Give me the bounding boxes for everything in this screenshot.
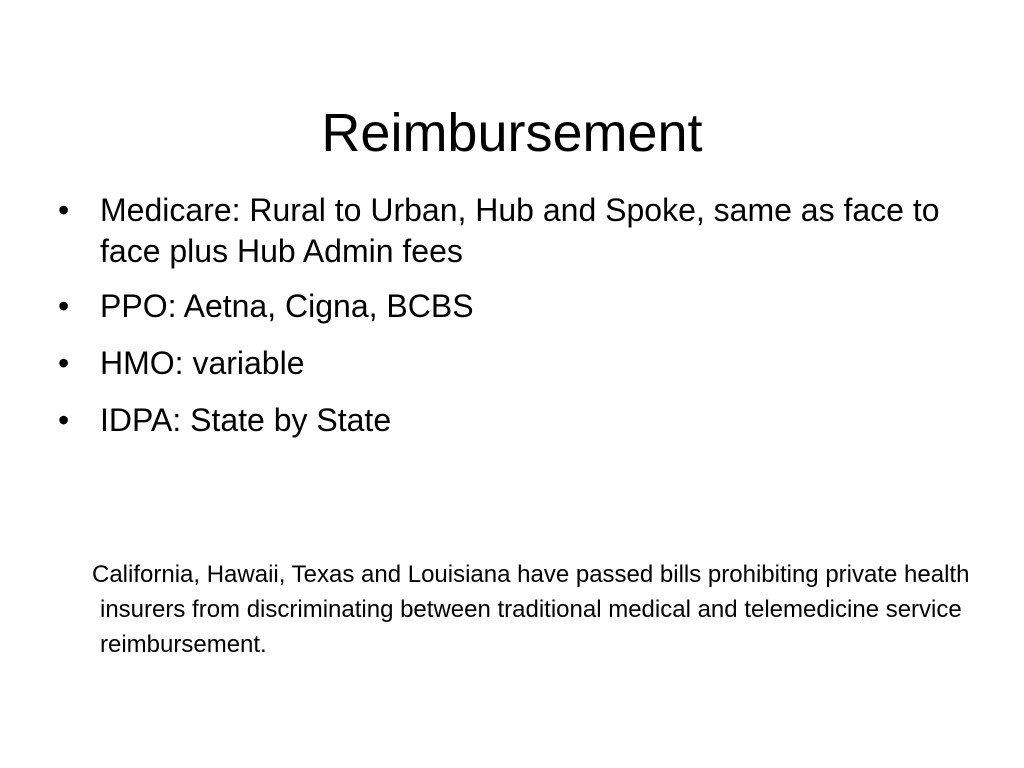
bullet-text: PPO: Aetna, Cigna, BCBS bbox=[100, 288, 474, 324]
bullet-item-medicare bbox=[58, 190, 978, 272]
bullet-point-icon: • bbox=[58, 345, 70, 381]
bullet-item-hmo bbox=[58, 343, 978, 384]
bullet-item-ppo bbox=[58, 286, 978, 327]
bullet-point-icon: • bbox=[58, 402, 70, 438]
bullet-point-icon: • bbox=[58, 192, 70, 228]
bullet-point-icon: • bbox=[58, 288, 70, 324]
bullet-list bbox=[58, 190, 978, 457]
bullet-text: HMO: variable bbox=[100, 345, 305, 381]
bullet-item-idpa bbox=[58, 400, 978, 441]
slide-title: Reimbursement bbox=[321, 103, 703, 164]
bullet-text: Medicare: Rural to Urban, Hub and Spoke, same as face to face plus Hub Admin fees bbox=[100, 192, 940, 269]
bullet-text: IDPA: State by State bbox=[100, 402, 392, 438]
legislation-note: California, Hawaii, Texas and Louisiana have passed bills prohibiting private health insurers from discriminating between traditional medical and telemedicine service reimbursement. bbox=[92, 561, 970, 658]
